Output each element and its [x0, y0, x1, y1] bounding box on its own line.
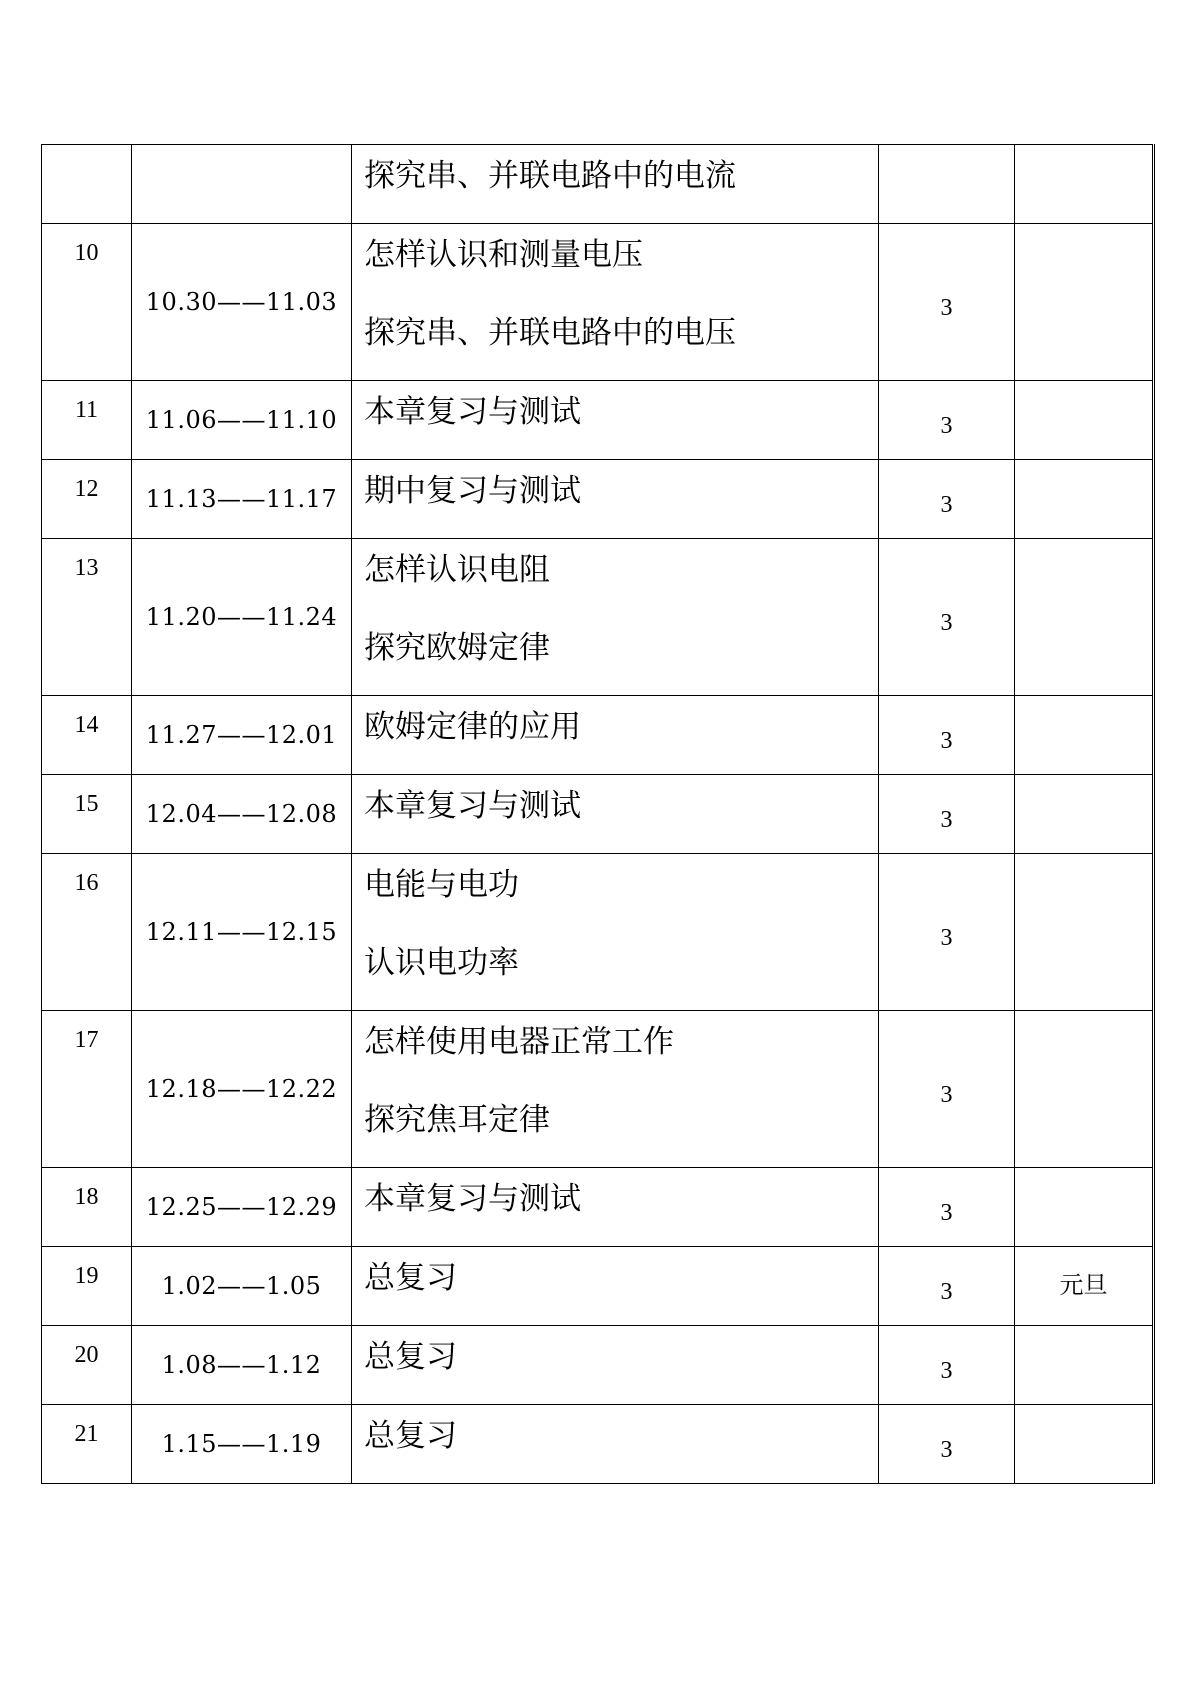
lesson-topic: 探究串、并联电路中的电流: [364, 158, 736, 194]
class-hours-cell: 3: [879, 460, 1015, 539]
date-range-cell: 12.04——12.08: [132, 775, 352, 854]
schedule-body: [42, 145, 1154, 1484]
lesson-topic: 本章复习与测试: [364, 1181, 581, 1217]
lesson-content-cell: [352, 539, 879, 696]
week-number-cell: 10: [42, 224, 132, 381]
table-row: [42, 381, 1154, 460]
table-row: [42, 696, 1154, 775]
lesson-topic: 怎样使用电器正常工作: [364, 1024, 674, 1060]
week-number-cell: 19: [42, 1247, 132, 1326]
week-number-cell: 14: [42, 696, 132, 775]
week-number-cell: 16: [42, 854, 132, 1011]
class-hours-cell: 3: [879, 224, 1015, 381]
lesson-content-cell: [352, 1011, 879, 1168]
table-row: [42, 1247, 1154, 1326]
lesson-topic: 探究欧姆定律: [364, 630, 550, 666]
class-hours-cell: 3: [879, 1168, 1015, 1247]
lesson-topic: 本章复习与测试: [364, 788, 581, 824]
date-range-cell: 12.25——12.29: [132, 1168, 352, 1247]
table-row: [42, 854, 1154, 1011]
lesson-topic: 本章复习与测试: [364, 394, 581, 430]
table-row: [42, 1168, 1154, 1247]
week-number-cell: 20: [42, 1326, 132, 1405]
table-row: [42, 775, 1154, 854]
date-range-cell: 12.18——12.22: [132, 1011, 352, 1168]
remark-cell: [1015, 775, 1154, 854]
week-number-cell: 13: [42, 539, 132, 696]
lesson-content-cell: [352, 1326, 879, 1405]
table-row: [42, 460, 1154, 539]
remark-cell: [1015, 145, 1154, 224]
table-row: [42, 1326, 1154, 1405]
date-range-cell: 12.11——12.15: [132, 854, 352, 1011]
lesson-content-cell: [352, 460, 879, 539]
week-number-cell: 11: [42, 381, 132, 460]
remark-cell: [1015, 381, 1154, 460]
date-range-cell: 1.02——1.05: [132, 1247, 352, 1326]
week-number-cell: 17: [42, 1011, 132, 1168]
lesson-topic: 探究焦耳定律: [364, 1102, 550, 1138]
table-row: [42, 539, 1154, 696]
remark-cell: [1015, 696, 1154, 775]
week-number-cell: 12: [42, 460, 132, 539]
class-hours-cell: 3: [879, 381, 1015, 460]
lesson-content-cell: [352, 381, 879, 460]
week-number-cell: 21: [42, 1405, 132, 1484]
class-hours-cell: 3: [879, 1405, 1015, 1484]
remark-cell: [1015, 539, 1154, 696]
teaching-schedule-table: [41, 144, 1155, 1484]
class-hours-cell: [879, 145, 1015, 224]
lesson-topic: 总复习: [364, 1260, 457, 1296]
week-number-cell: [42, 145, 132, 224]
lesson-topic: 电能与电功: [364, 867, 519, 903]
class-hours-cell: 3: [879, 854, 1015, 1011]
lesson-topic: 欧姆定律的应用: [364, 709, 581, 745]
date-range-cell: 11.06——11.10: [132, 381, 352, 460]
schedule-page: [41, 144, 1153, 1484]
lesson-topic: 怎样认识电阻: [364, 552, 550, 588]
lesson-topic: 认识电功率: [364, 945, 519, 981]
lesson-topic: 怎样认识和测量电压: [364, 237, 643, 273]
table-row: [42, 145, 1154, 224]
remark-cell: [1015, 1168, 1154, 1247]
remark-cell: [1015, 1326, 1154, 1405]
date-range-cell: 1.15——1.19: [132, 1405, 352, 1484]
remark-cell: [1015, 1405, 1154, 1484]
lesson-topic: 期中复习与测试: [364, 473, 581, 509]
class-hours-cell: 3: [879, 539, 1015, 696]
remark-cell: [1015, 224, 1154, 381]
week-number-cell: 15: [42, 775, 132, 854]
date-range-cell: 11.27——12.01: [132, 696, 352, 775]
date-range-cell: 11.13——11.17: [132, 460, 352, 539]
date-range-cell: 1.08——1.12: [132, 1326, 352, 1405]
date-range-cell: 10.30——11.03: [132, 224, 352, 381]
remark-cell: 元旦: [1015, 1247, 1154, 1326]
lesson-content-cell: [352, 775, 879, 854]
lesson-topic: 总复习: [364, 1418, 457, 1454]
lesson-content-cell: [352, 224, 879, 381]
date-range-cell: 11.20——11.24: [132, 539, 352, 696]
lesson-content-cell: [352, 1168, 879, 1247]
lesson-content-cell: [352, 696, 879, 775]
remark-cell: [1015, 460, 1154, 539]
table-row: [42, 1011, 1154, 1168]
date-range-cell: [132, 145, 352, 224]
class-hours-cell: 3: [879, 696, 1015, 775]
lesson-content-cell: [352, 1247, 879, 1326]
lesson-content-cell: [352, 145, 879, 224]
lesson-topic: 探究串、并联电路中的电压: [364, 315, 736, 351]
table-row: [42, 224, 1154, 381]
remark-cell: [1015, 1011, 1154, 1168]
lesson-content-cell: [352, 1405, 879, 1484]
class-hours-cell: 3: [879, 1011, 1015, 1168]
class-hours-cell: 3: [879, 1326, 1015, 1405]
week-number-cell: 18: [42, 1168, 132, 1247]
remark-cell: [1015, 854, 1154, 1011]
table-row: [42, 1405, 1154, 1484]
lesson-content-cell: [352, 854, 879, 1011]
class-hours-cell: 3: [879, 775, 1015, 854]
lesson-topic: 总复习: [364, 1339, 457, 1375]
class-hours-cell: 3: [879, 1247, 1015, 1326]
